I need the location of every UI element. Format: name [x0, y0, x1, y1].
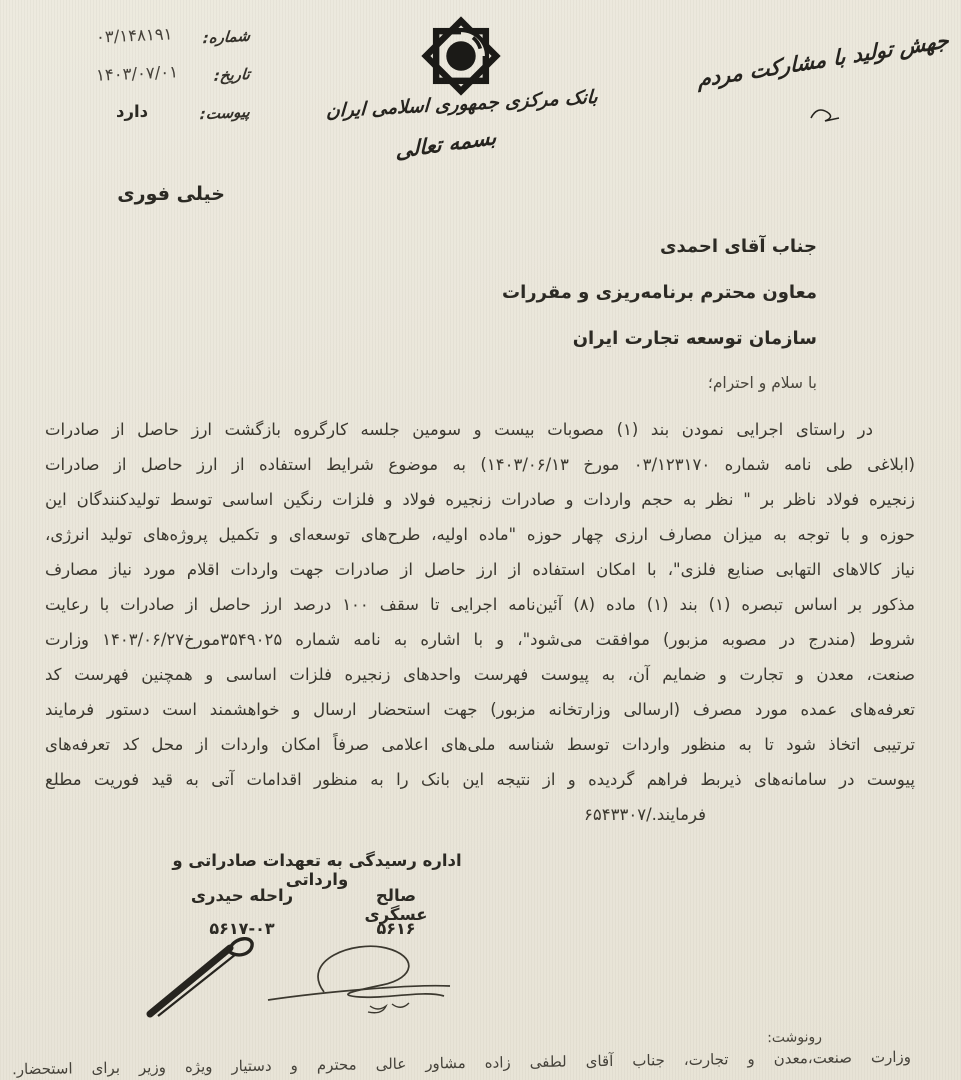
central-bank-logo-icon	[415, 6, 507, 106]
body-line: ترتیبی اتخاذ شود تا به منظور واردات توسط شناسه ملی‌های اعلامی صرفاً امکان واردات از محل کد تعرفه‌های	[45, 735, 915, 754]
signature-heydari	[142, 928, 276, 1022]
body-line: مذکور بر اساس تبصره (۱) بند (۱) ماده (۸) آئین‌نامه اجرایی تا سقف ۱۰۰ درصد ارز حاصل از صادرات با رعایت	[45, 595, 915, 614]
meta-row-number	[18, 26, 250, 60]
year-slogan-calligraphy: جهش تولید با مشارکت مردم	[697, 28, 949, 92]
signer1-name: صالح عسگری	[364, 886, 428, 924]
signer2-code: ۵۶۱۷-۰۳	[209, 919, 275, 938]
signer2-name: راحله حیدری	[190, 886, 294, 905]
recipient-block	[502, 232, 817, 400]
body-line: پیوست در سامانه‌های ذیربط فراهم گردیده و از نتیجه این بانک را به منظور اقدامات آتی به قید فوریت مطلع	[45, 770, 915, 789]
bank-name: بانک مرکزی جمهوری اسلامی ایران	[325, 86, 599, 123]
date-value: ۱۴۰۳/۰۷/۰۱	[95, 62, 179, 85]
letter-body	[45, 412, 915, 832]
salutation: با سلام و احترام؛	[707, 374, 817, 392]
body-line: شروط (مندرج در مصوبه مزبور) موافقت می‌شود"، و با اشاره به نامه شماره ۳۵۴۹۰۲۵مورخ۱۴۰۳/۰۶/۲۷ وزارت	[45, 630, 915, 649]
body-line: (ابلاغی طی نامه شماره ۰۳/۱۲۳۱۷۰ مورخ ۱۴۰۳/۰۶/۱۳) به موضوع شرایط استفاده از ارز حاصل از صادرات	[45, 455, 915, 474]
cc-line: وزارت صنعت،معدن و تجارت، جناب آقای لطفی زاده مشاور عالی محترم و دستیار ویژه وزیر برای استحضار.	[11, 1047, 912, 1079]
meta-row-date	[18, 64, 250, 98]
besmele-calligraphy: بسمه تعالی	[395, 124, 497, 164]
attachment-value: دارد	[116, 102, 149, 121]
recipient-title: معاون محترم برنامه‌ریزی و مقررات	[502, 282, 817, 303]
number-label: شماره:	[202, 26, 251, 48]
attachment-label: پیوست:	[199, 102, 251, 124]
body-line: صنعت، معدن و تجارت و ضمایم آن، به پیوست فهرست واحدهای زنجیره فلزات اساسی و همچنین فهرست کد	[45, 665, 915, 684]
urgency-stamp: خیلی فوری	[117, 183, 225, 205]
number-value: ۰۳/۱۴۸۱۹۱	[95, 24, 173, 47]
meta-row-attachment	[18, 102, 250, 136]
slogan-signature-mark	[803, 102, 847, 126]
body-line: زنجیره فولاد ناظر بر " نظر به حجم واردات و صادرات زنجیره فولاد و فلزات رنگین اساسی توسط تولیدکنندگان این	[45, 490, 915, 509]
cc-label: رونوشت:	[767, 1029, 823, 1047]
body-line: نیاز کالاهای التهابی صنایع فلزی"، با امکان استفاده از ارز حاصل از صادرات جهت واردات اقلام مورد نیاز مصارف	[45, 560, 915, 579]
recipient-name: جناب آقای احمدی	[659, 236, 817, 257]
department-name: اداره رسیدگی به تعهدات صادراتی و وارداتی	[172, 851, 462, 889]
body-line: حوزه و با توجه به میزان مصارف ارزی چهار حوزه "ماده اولیه، طرح‌های توسعه‌ای و تکمیل پروژه‌های تولید انرژی،	[45, 525, 915, 544]
body-line-closing: فرمایند./۶۵۴۳۳۰۷	[584, 805, 706, 824]
body-line: در راستای اجرایی نمودن بند (۱) مصوبات بیست و سومین جلسه کارگروه بازگشت ارز حاصل از صادرات	[45, 420, 874, 439]
date-label: تاریخ:	[213, 65, 251, 85]
recipient-organization: سازمان توسعه تجارت ایران	[572, 328, 817, 349]
signature-asgari	[262, 938, 458, 1022]
signer1-code: ۵۶۱۶	[376, 919, 416, 938]
body-line: تعرفه‌های عمده مورد مصرف (ارسالی وزارتخانه مزبور) جهت استحضار ارسال و خواهشمند است دستور فرمایند	[45, 700, 915, 719]
